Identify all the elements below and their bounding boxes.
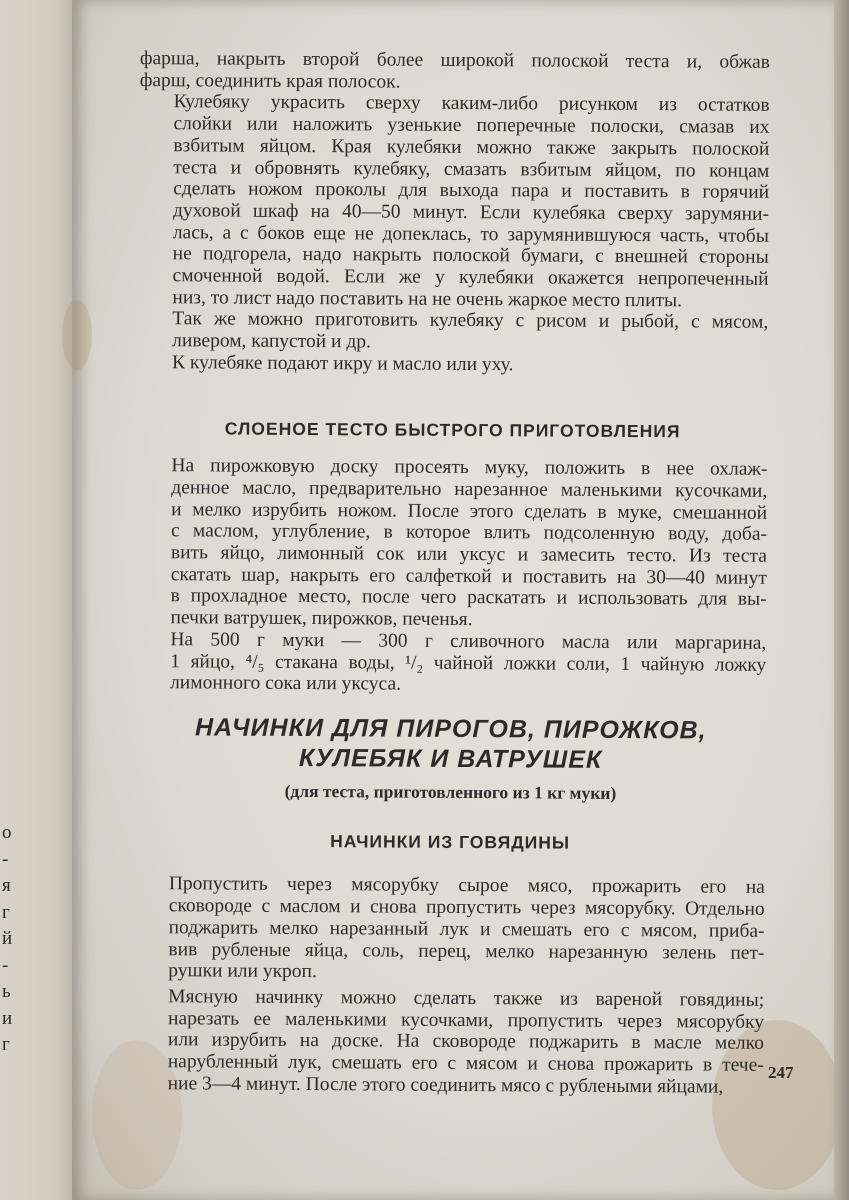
text-line: лась, а с боков еще не допеклась, то зарумянившуюся часть, чтобы xyxy=(172,221,769,247)
text-line: вить яйцо, лимонный сок или уксус и замесить тесто. Из теста xyxy=(170,542,767,567)
text-line: нарезать ее маленькими кусочками, пропустить через мясорубку xyxy=(167,1007,765,1033)
page-number: 247 xyxy=(768,1063,794,1082)
paragraph-intro-3 xyxy=(138,308,768,355)
chapter-heading-line: НАЧИНКИ ДЛЯ ПИРОГОВ, ПИРОЖКОВ, xyxy=(194,713,707,745)
text-line: 1 яйцо, ⁴/₅ стакана воды, ¹/₂ чайной ложки соли, 1 чайную ложку xyxy=(170,650,767,676)
text-line: низ, то лист надо поставить на не очень жаркое место плиты. xyxy=(172,286,683,312)
text-line: теста и обровнять кулебяку, смазать взбитым яйцом, по концам xyxy=(173,156,770,182)
paragraph-intro-4 xyxy=(138,352,768,378)
text-line: не подгорела, надо накрыть полоской бумаги, с внешней стороны xyxy=(172,243,769,269)
chapter-heading-line: КУЛЕБЯК И ВАТРУШЕК xyxy=(298,743,603,774)
paper-stain xyxy=(62,300,92,370)
text-line: фарша, накрыть второй более широкой полоской теста и, обжав xyxy=(139,47,770,73)
text-line: На 500 г муки — 300 г сливочного масла или маргарина, xyxy=(170,629,767,654)
text-line: вив рубленые яйца, соль, перец, мелко нарезанную зелень пет- xyxy=(168,938,765,964)
paragraph-puff-pastry-2 xyxy=(136,629,766,698)
paragraph-intro-1 xyxy=(140,48,770,95)
text-line: ливером, капустой и др. xyxy=(172,330,371,353)
text-line: сделать ножом проколы для выхода пара и поставить в горячий xyxy=(173,178,770,204)
left-char: г xyxy=(2,1034,10,1055)
text-line: фарш, соединить края полосок. xyxy=(139,69,401,93)
text-line: денное масло, предварительно нарезанное маленькими кусочками, xyxy=(171,477,768,502)
section-heading-beef-fillings: НАЧИНКИ ИЗ ГОВЯДИНЫ xyxy=(330,830,571,853)
page-content xyxy=(134,44,770,1098)
paragraph-puff-pastry-1 xyxy=(136,455,767,632)
left-page-edge xyxy=(0,0,78,1200)
text-line: поджарить мелко нарезанный лук и смешать его с мясом, приба- xyxy=(168,916,765,942)
text-line: К кулебяке подают икру и масло или уху. xyxy=(171,352,514,376)
left-char: ь xyxy=(2,981,11,1002)
paragraph-intro-2 xyxy=(138,91,769,312)
text-line: нарубленный лук, смешать его с мясом и снова прожарить в тече- xyxy=(167,1051,764,1076)
text-line: и мелко изрубить ножом. После этого сделать в муке, смешанной xyxy=(171,498,768,524)
chapter-subtitle: (для теста, приготовленного из 1 кг муки) xyxy=(284,780,617,803)
paragraph-beef-2 xyxy=(134,986,765,1098)
text-line: с маслом, углубление, в которое влить подсоленную воду, доба- xyxy=(170,520,768,546)
left-char: й xyxy=(2,928,13,949)
text-line: духовой шкаф на 40—50 минут. Если кулебяка сверху зарумяни- xyxy=(172,200,770,225)
text-line: Мясную начинку можно сделать также из вареной говядины; xyxy=(168,986,765,1011)
text-line: взбитым яйцом. Края кулебяки можно также закрыть полоской xyxy=(173,135,770,160)
left-char: - xyxy=(2,848,9,870)
left-char: я xyxy=(2,875,11,896)
text-line: в прохладное место, после чего раскатать и использовать для вы- xyxy=(170,585,767,611)
left-char: и xyxy=(2,1007,13,1029)
paragraph-beef-1 xyxy=(134,873,765,985)
text-line: Пропустить через мясорубку сырое мясо, прожарить его на xyxy=(168,873,765,899)
text-line: сковороде с маслом и снова пропустить через мясорубку. Отдельно xyxy=(168,895,765,920)
left-page-chars xyxy=(2,820,22,1059)
text-line: рушки или укроп. xyxy=(168,960,317,983)
page-right-edge xyxy=(834,0,849,1200)
section-heading-puff-pastry: СЛОЕНОЕ ТЕСТО БЫСТРОГО ПРИГОТОВЛЕНИЯ xyxy=(224,418,681,441)
text-line: На пирожковую доску просеять муку, положить в нее охлаж- xyxy=(171,455,768,481)
left-char: г xyxy=(2,901,10,923)
left-char: - xyxy=(2,954,9,976)
text-line: скатать шар, накрыть его салфеткой и поставить на 30—40 минут xyxy=(170,563,767,589)
text-line: Кулебяку украсить сверху каким-либо рисунком из остатков xyxy=(173,91,770,117)
text-line: печки ватрушек, пирожков, печенья. xyxy=(170,607,473,631)
chapter-heading-fillings xyxy=(136,712,766,776)
text-line: ние 3—4 минут. После этого соединить мясо с рублеными яйцами, xyxy=(167,1072,724,1098)
left-char: о xyxy=(2,822,12,843)
text-line: слойки или наложить узенькие поперечные полоски, смазав их xyxy=(173,113,770,138)
text-line: или изрубить на доске. На сковороде поджарить в масле мелко xyxy=(167,1029,764,1055)
text-line: смоченной водой. Если же у кулебяки окажется непропеченный xyxy=(172,265,769,290)
text-line: Так же можно приготовить кулебяку с рисом и рыбой, с мясом, xyxy=(172,308,769,334)
text-line: лимонного сока или уксуса. xyxy=(170,672,402,695)
